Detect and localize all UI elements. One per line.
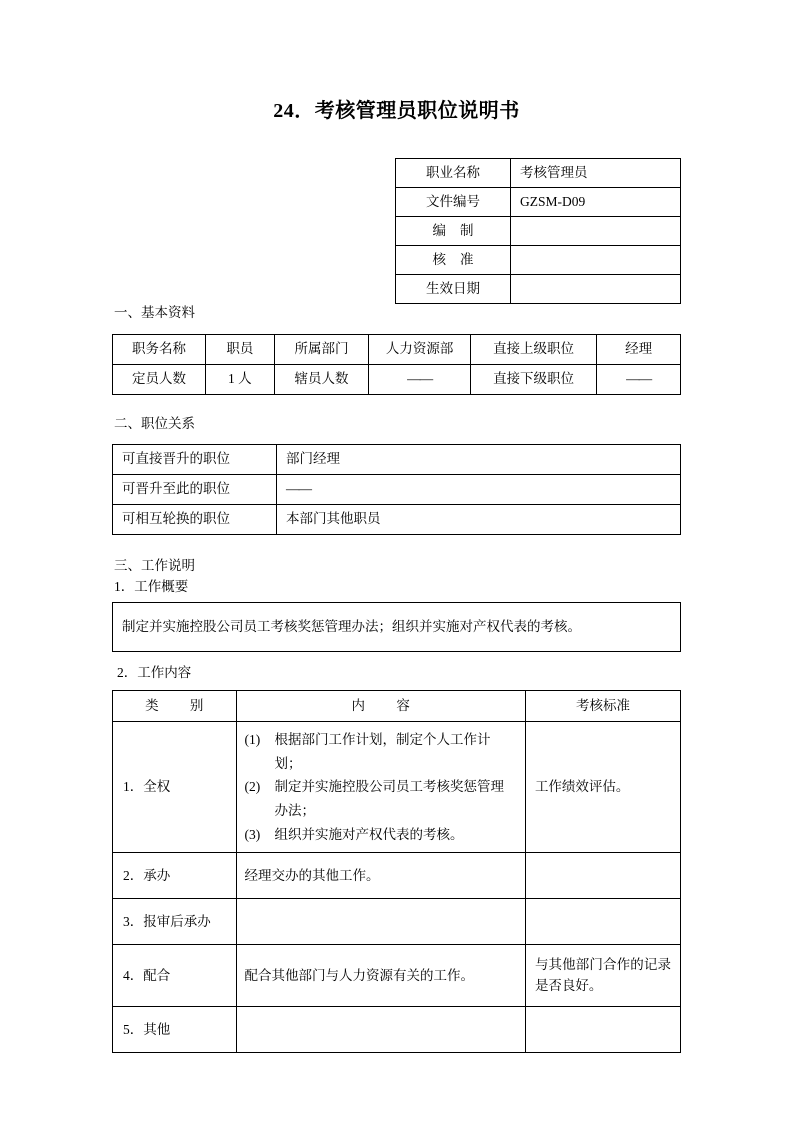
- work-summary-text: 制定并实施控股公司员工考核奖惩管理办法；组织并实施对产权代表的考核。: [122, 619, 581, 635]
- basic-value-department: 人力资源部: [369, 335, 471, 365]
- list-item-text: 制定并实施控股公司员工考核奖惩管理办法；: [274, 779, 505, 818]
- duties-standard-undertake-after-approval: [525, 899, 680, 945]
- section-heading-work-content: 2．工作内容: [117, 665, 192, 680]
- duties-content-full-authority: [236, 722, 525, 853]
- table-row: [113, 445, 681, 475]
- basic-value-direct-superior: 经理: [597, 335, 681, 365]
- basic-label-subordinate-count: 辖员人数: [274, 365, 369, 395]
- table-row: [113, 899, 681, 945]
- duties-content-list: [245, 728, 517, 846]
- duties-category-undertake-after-approval: 3．报审后承办: [113, 899, 237, 945]
- section-heading-work-summary: 1．工作概要: [114, 579, 189, 594]
- table-row: [113, 853, 681, 899]
- header-label-doc-number: 文件编号: [396, 188, 511, 217]
- relations-label-rotation: 可相互轮换的职位: [113, 505, 277, 535]
- table-row: [113, 1007, 681, 1053]
- table-row: [396, 159, 681, 188]
- basic-value-position-name: 职员: [206, 335, 274, 365]
- basic-value-headcount: 1 人: [206, 365, 274, 395]
- header-info-table: [395, 158, 681, 304]
- table-row: [396, 246, 681, 275]
- list-marker: (2): [244, 779, 261, 795]
- duties-content-undertake-after-approval: [236, 899, 525, 945]
- table-row: [113, 505, 681, 535]
- list-item: [245, 823, 517, 847]
- duties-header-category-text: 类 别: [145, 697, 218, 713]
- basic-label-headcount: 定员人数: [113, 365, 206, 395]
- list-item: [245, 775, 517, 822]
- work-summary-box: [112, 602, 681, 652]
- duties-category-full-authority: 1．全权: [113, 722, 237, 853]
- relations-label-promotion-from: 可晋升至此的职位: [113, 475, 277, 505]
- list-marker: (3): [244, 826, 261, 842]
- relations-value-rotation: 本部门其他职员: [277, 505, 681, 535]
- header-value-effective-date: [511, 275, 681, 304]
- duties-category-other: 5．其他: [113, 1007, 237, 1053]
- list-item-text: 组织并实施对产权代表的考核。: [274, 826, 464, 842]
- basic-label-direct-superior: 直接上级职位: [470, 335, 596, 365]
- basic-value-direct-subordinate: ——: [597, 365, 681, 395]
- page-title: 24．考核管理员职位说明书: [273, 100, 520, 122]
- duties-standard-undertake: [525, 853, 680, 899]
- duties-header-content: [236, 691, 525, 722]
- list-marker: (1): [244, 732, 261, 747]
- table-row: [396, 275, 681, 304]
- duties-header-content-text: 内 容: [351, 697, 424, 713]
- basic-value-subordinate-count: ——: [369, 365, 471, 395]
- duties-content-cooperation: 配合其他部门与人力资源有关的工作。: [236, 945, 525, 1007]
- basic-info-table: [112, 334, 681, 395]
- header-label-approved-by: [396, 246, 511, 275]
- basic-label-direct-subordinate: 直接下级职位: [470, 365, 596, 395]
- duties-category-undertake: 2．承办: [113, 853, 237, 899]
- basic-label-department: 所属部门: [274, 335, 369, 365]
- list-item: [245, 728, 517, 775]
- header-value-doc-number: GZSM-D09: [511, 188, 681, 217]
- header-value-prepared-by: [511, 217, 681, 246]
- table-header-row: [113, 691, 681, 722]
- work-content-table: [112, 690, 681, 1053]
- table-row: [113, 722, 681, 853]
- header-label-prepared-by: [396, 217, 511, 246]
- section-heading-work-description: 三、工作说明: [114, 558, 195, 573]
- header-label-approved-by-text: 核准: [432, 251, 488, 267]
- relations-value-promotion-from: ——: [277, 475, 681, 505]
- duties-content-undertake: 经理交办的其他工作。: [236, 853, 525, 899]
- table-row: [113, 945, 681, 1007]
- duties-standard-other: [525, 1007, 680, 1053]
- table-row: [113, 365, 681, 395]
- header-label-effective-date: 生效日期: [396, 275, 511, 304]
- section-heading-position-relations: 二、职位关系: [114, 416, 195, 431]
- table-row: [113, 475, 681, 505]
- table-row: [396, 188, 681, 217]
- basic-label-position-name: 职务名称: [113, 335, 206, 365]
- duties-header-standard: 考核标准: [525, 691, 680, 722]
- header-value-job-name: 考核管理员: [511, 159, 681, 188]
- header-label-job-name: 职业名称: [396, 159, 511, 188]
- relations-value-promotion-to: 部门经理: [277, 445, 681, 475]
- section-heading-basic-info: 一、基本资料: [114, 305, 195, 320]
- header-label-prepared-by-text: 编制: [432, 222, 488, 238]
- duties-standard-cooperation: 与其他部门合作的记录是否良好。: [525, 945, 680, 1007]
- header-value-approved-by: [511, 246, 681, 275]
- duties-category-cooperation: 4．配合: [113, 945, 237, 1007]
- table-row: [396, 217, 681, 246]
- relations-label-promotion-to: 可直接晋升的职位: [113, 445, 277, 475]
- position-relations-table: [112, 444, 681, 535]
- duties-standard-full-authority: 工作绩效评估。: [525, 722, 680, 853]
- list-item-text: 根据部门工作计划，制定个人工作计划；: [274, 732, 491, 771]
- table-row: [113, 335, 681, 365]
- duties-header-category: [113, 691, 237, 722]
- duties-content-other: [236, 1007, 525, 1053]
